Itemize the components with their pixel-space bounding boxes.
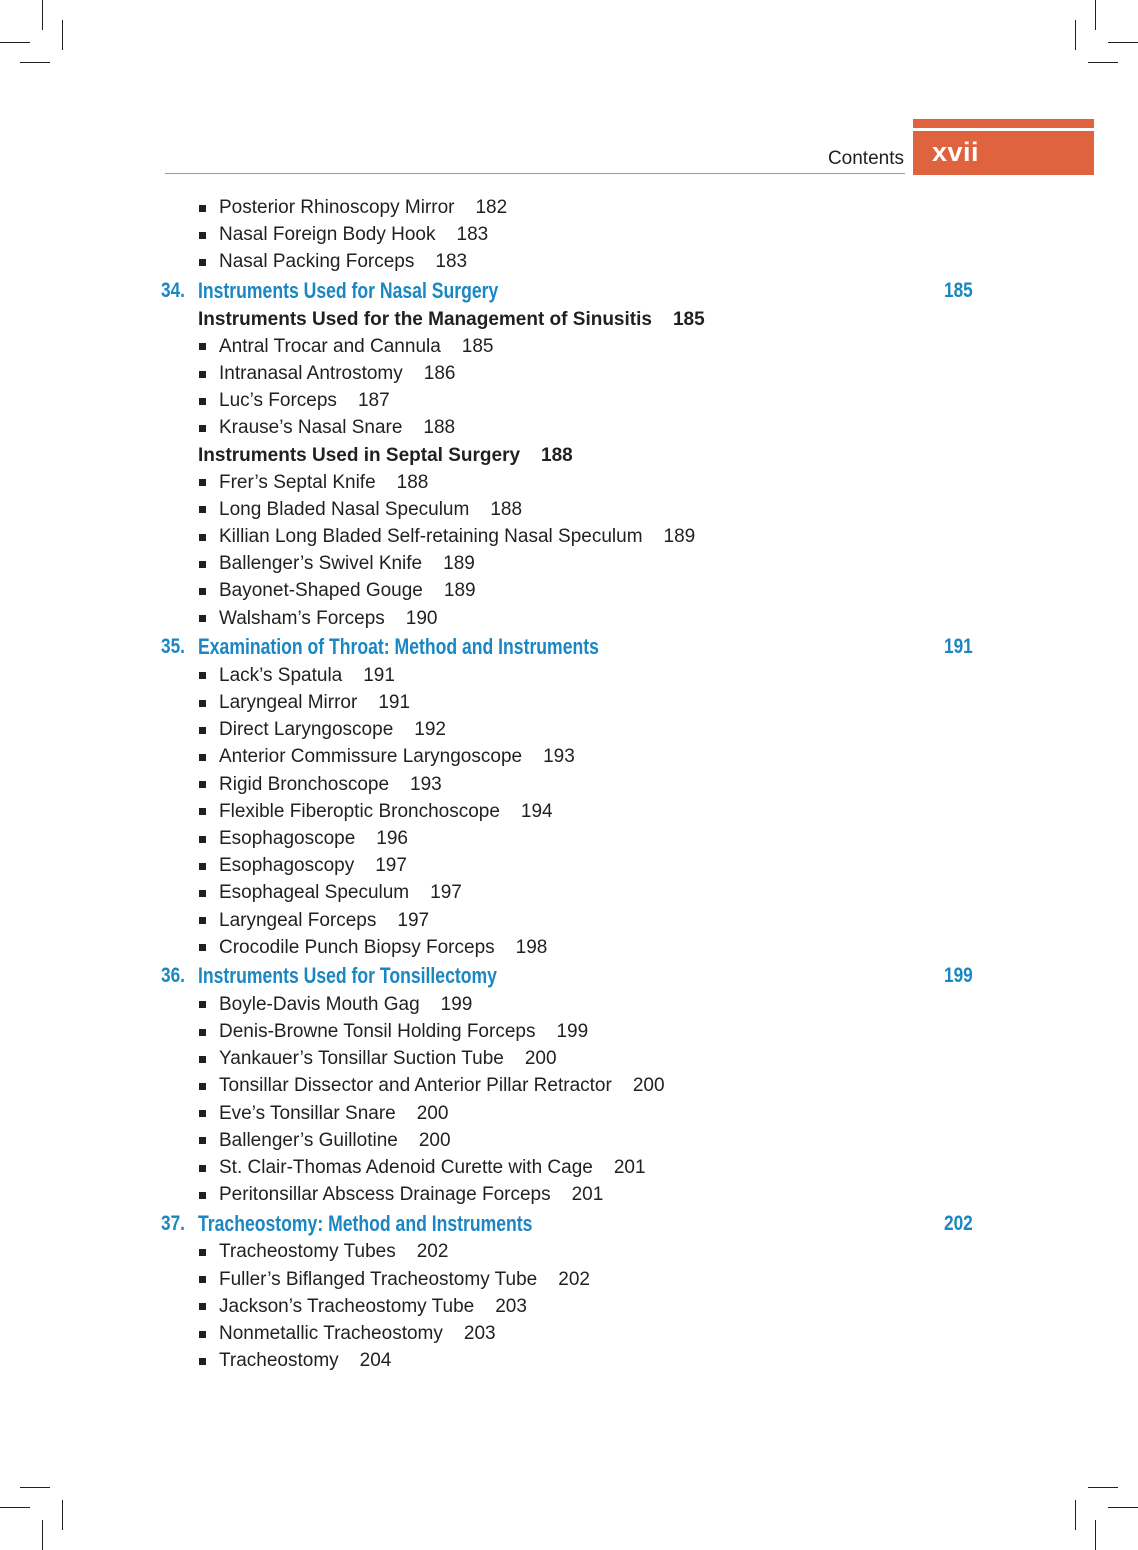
folio-band xyxy=(913,119,1094,175)
item-page: 183 xyxy=(456,224,489,246)
item-page: 183 xyxy=(435,251,468,273)
crop-mark xyxy=(20,1487,50,1488)
item-text xyxy=(219,360,455,387)
item-title: Killian Long Bladed Self-retaining Nasal Speculum xyxy=(219,526,643,548)
item-title: Direct Laryngoscope xyxy=(219,719,394,741)
list-item xyxy=(0,496,1138,523)
item-page: 200 xyxy=(418,1129,451,1151)
list-item xyxy=(0,221,1138,248)
item-text xyxy=(219,496,522,523)
list-item xyxy=(0,1045,1138,1072)
square-bullet-icon xyxy=(199,1303,206,1310)
chapter-number: 36. xyxy=(161,964,185,988)
item-title: Esophagoscope xyxy=(219,827,356,849)
item-title: Yankauer’s Tonsillar Suction Tube xyxy=(219,1048,504,1070)
item-page: 197 xyxy=(375,855,407,877)
square-bullet-icon xyxy=(199,259,206,266)
item-text xyxy=(219,907,429,934)
chapter-entry xyxy=(0,1209,1138,1239)
list-item xyxy=(0,577,1138,604)
item-title: Eve’s Tonsillar Snare xyxy=(219,1102,396,1124)
item-title: Peritonsillar Abscess Drainage Forceps xyxy=(219,1184,551,1206)
item-title: Esophageal Speculum xyxy=(219,882,410,904)
item-page: 190 xyxy=(405,607,438,629)
square-bullet-icon xyxy=(199,700,206,707)
item-title: Flexible Fiberoptic Bronchoscope xyxy=(219,800,500,822)
item-page: 193 xyxy=(410,773,442,795)
square-bullet-icon xyxy=(199,1358,206,1365)
section-entry xyxy=(0,306,1138,333)
list-item xyxy=(0,716,1138,743)
item-text xyxy=(219,798,553,825)
crop-mark xyxy=(1095,1520,1096,1550)
item-text xyxy=(219,387,390,414)
list-item xyxy=(0,1154,1138,1181)
chapter-entry xyxy=(0,632,1138,662)
item-title: Posterior Rhinoscopy Mirror xyxy=(219,197,455,218)
crop-mark xyxy=(1108,42,1138,43)
item-page: 200 xyxy=(524,1048,557,1070)
list-item xyxy=(0,1266,1138,1293)
item-text xyxy=(219,716,446,743)
list-item xyxy=(0,1018,1138,1045)
item-page: 203 xyxy=(463,1322,496,1344)
crop-mark xyxy=(1095,0,1096,30)
square-bullet-icon xyxy=(199,534,206,541)
item-page: 200 xyxy=(632,1075,665,1097)
item-page: 188 xyxy=(396,471,429,493)
crop-mark xyxy=(1088,1487,1118,1488)
chapter-page: 185 xyxy=(944,279,973,303)
item-page: 189 xyxy=(663,526,696,548)
item-page: 188 xyxy=(490,498,523,520)
item-page: 197 xyxy=(430,882,462,904)
square-bullet-icon xyxy=(199,1029,206,1036)
item-page: 198 xyxy=(515,936,548,958)
square-bullet-icon xyxy=(199,479,206,486)
section-entry xyxy=(0,442,1138,469)
square-bullet-icon xyxy=(199,944,206,951)
list-item xyxy=(0,469,1138,496)
item-page: 193 xyxy=(543,746,575,768)
item-text xyxy=(219,248,467,275)
square-bullet-icon xyxy=(199,205,206,212)
item-text xyxy=(219,194,507,221)
item-text xyxy=(219,771,442,798)
square-bullet-icon xyxy=(199,588,206,595)
chapter-page: 199 xyxy=(944,964,973,988)
item-page: 199 xyxy=(440,993,473,1015)
chapter-number: 35. xyxy=(161,635,185,659)
item-title: Frer’s Septal Knife xyxy=(219,471,376,493)
item-title: Tracheostomy xyxy=(219,1350,339,1372)
list-item xyxy=(0,825,1138,852)
square-bullet-icon xyxy=(199,917,206,924)
list-item xyxy=(0,550,1138,577)
item-title: Anterior Commissure Laryngoscope xyxy=(219,746,523,768)
square-bullet-icon xyxy=(199,506,206,513)
item-page: 189 xyxy=(443,553,475,575)
chapter-entry xyxy=(0,276,1138,306)
square-bullet-icon xyxy=(199,561,206,568)
item-title: Denis-Browne Tonsil Holding Forceps xyxy=(219,1021,536,1043)
list-item xyxy=(0,333,1138,360)
square-bullet-icon xyxy=(199,754,206,761)
square-bullet-icon xyxy=(199,1001,206,1008)
square-bullet-icon xyxy=(199,863,206,870)
item-text xyxy=(219,1072,665,1099)
item-text xyxy=(219,1154,646,1181)
item-title: Nonmetallic Tracheostomy xyxy=(219,1322,443,1344)
crop-mark xyxy=(62,1500,63,1530)
crop-mark xyxy=(0,1507,30,1508)
list-item xyxy=(0,523,1138,550)
item-page: 202 xyxy=(558,1268,590,1290)
crop-mark xyxy=(1075,20,1076,50)
section-text xyxy=(198,442,573,469)
crop-mark xyxy=(1088,62,1118,63)
item-title: Tonsillar Dissector and Anterior Pillar Retractor xyxy=(219,1075,612,1097)
item-page: 191 xyxy=(363,664,395,686)
item-text xyxy=(219,221,488,248)
list-item xyxy=(0,1072,1138,1099)
item-page: 204 xyxy=(359,1350,392,1372)
section-title: Instruments Used for the Management of Sinusitis xyxy=(198,308,652,330)
list-item xyxy=(0,360,1138,387)
item-text xyxy=(219,1045,557,1072)
item-text xyxy=(219,550,475,577)
item-title: Rigid Bronchoscope xyxy=(219,773,390,795)
item-page: 202 xyxy=(416,1241,449,1263)
square-bullet-icon xyxy=(199,781,206,788)
item-title: Laryngeal Forceps xyxy=(219,909,377,931)
square-bullet-icon xyxy=(199,1056,206,1063)
square-bullet-icon xyxy=(199,1276,206,1283)
square-bullet-icon xyxy=(199,1083,206,1090)
item-title: Laryngeal Mirror xyxy=(219,692,358,713)
list-item xyxy=(0,1238,1138,1265)
square-bullet-icon xyxy=(199,232,206,239)
item-page: 194 xyxy=(520,800,553,822)
square-bullet-icon xyxy=(199,343,206,350)
item-title: Esophagoscopy xyxy=(219,855,355,877)
section-page: 185 xyxy=(672,308,705,330)
crop-mark xyxy=(42,1520,43,1550)
item-title: Bayonet-Shaped Gouge xyxy=(219,580,423,602)
item-text xyxy=(219,743,575,770)
item-title: Nasal Foreign Body Hook xyxy=(219,224,436,246)
item-page: 186 xyxy=(423,362,456,384)
item-text xyxy=(219,934,547,961)
item-title: Walsham’s Forceps xyxy=(219,607,385,629)
item-title: Crocodile Punch Biopsy Forceps xyxy=(219,936,495,958)
list-item xyxy=(0,1181,1138,1208)
crop-mark xyxy=(1108,1507,1138,1508)
section-title: Instruments Used in Septal Surgery xyxy=(198,444,521,466)
item-text xyxy=(219,605,437,632)
contents-list xyxy=(0,194,1138,1374)
item-text xyxy=(219,1266,590,1293)
list-item xyxy=(0,743,1138,770)
chapter-title: Instruments Used for Nasal Surgery xyxy=(198,278,499,304)
list-item xyxy=(0,1293,1138,1320)
item-page: 185 xyxy=(461,335,494,357)
item-page: 199 xyxy=(556,1021,589,1043)
list-item xyxy=(0,414,1138,441)
crop-mark xyxy=(62,20,63,50)
list-item xyxy=(0,1320,1138,1347)
list-item xyxy=(0,771,1138,798)
item-title: Luc’s Forceps xyxy=(219,390,337,412)
list-item xyxy=(0,689,1138,716)
item-text xyxy=(219,689,410,716)
item-page: 188 xyxy=(423,417,456,439)
item-title: Intranasal Antrostomy xyxy=(219,362,403,384)
item-page: 201 xyxy=(571,1184,604,1206)
item-text xyxy=(219,414,455,441)
list-item xyxy=(0,1100,1138,1127)
square-bullet-icon xyxy=(199,672,206,679)
item-text xyxy=(219,1320,496,1347)
item-text xyxy=(219,991,472,1018)
list-item xyxy=(0,1127,1138,1154)
running-header-title: Contents xyxy=(827,148,904,169)
chapter-page: 202 xyxy=(944,1211,973,1235)
item-text xyxy=(219,1347,391,1374)
item-title: Ballenger’s Swivel Knife xyxy=(219,553,423,575)
item-title: Antral Trocar and Cannula xyxy=(219,335,441,357)
crop-mark xyxy=(0,42,30,43)
item-text xyxy=(219,1100,448,1127)
item-text xyxy=(219,852,407,879)
list-item xyxy=(0,387,1138,414)
square-bullet-icon xyxy=(199,615,206,622)
square-bullet-icon xyxy=(199,425,206,432)
square-bullet-icon xyxy=(199,836,206,843)
item-page: 189 xyxy=(443,580,476,602)
square-bullet-icon xyxy=(199,808,206,815)
item-text xyxy=(219,1181,603,1208)
square-bullet-icon xyxy=(199,1165,206,1172)
item-title: Ballenger’s Guillotine xyxy=(219,1129,398,1151)
chapter-page: 191 xyxy=(944,635,973,659)
square-bullet-icon xyxy=(199,1110,206,1117)
chapter-number: 37. xyxy=(161,1211,185,1235)
list-item xyxy=(0,991,1138,1018)
item-text xyxy=(219,333,494,360)
item-page: 192 xyxy=(414,719,446,741)
crop-mark xyxy=(1075,1500,1076,1530)
list-item xyxy=(0,194,1138,221)
item-page: 197 xyxy=(397,909,430,931)
list-item xyxy=(0,605,1138,632)
item-title: Nasal Packing Forceps xyxy=(219,251,415,273)
item-title: Long Bladed Nasal Speculum xyxy=(219,498,470,520)
square-bullet-icon xyxy=(199,398,206,405)
item-page: 201 xyxy=(613,1157,646,1178)
folio-block xyxy=(913,131,1094,175)
item-text xyxy=(219,1018,588,1045)
section-text xyxy=(198,306,705,333)
list-item xyxy=(0,1347,1138,1374)
item-title: St. Clair-Thomas Adenoid Curette with Cage xyxy=(219,1157,593,1178)
item-page: 200 xyxy=(416,1102,449,1124)
chapter-title: Examination of Throat: Method and Instruments xyxy=(198,634,599,660)
crop-mark xyxy=(20,62,50,63)
item-text xyxy=(219,1127,451,1154)
item-title: Krause’s Nasal Snare xyxy=(219,417,403,439)
list-item xyxy=(0,852,1138,879)
square-bullet-icon xyxy=(199,1192,206,1199)
section-page: 188 xyxy=(541,444,573,466)
item-text xyxy=(219,825,408,852)
header-rule xyxy=(165,173,905,174)
list-item xyxy=(0,662,1138,689)
list-item xyxy=(0,907,1138,934)
list-item xyxy=(0,248,1138,275)
square-bullet-icon xyxy=(199,1249,206,1256)
chapter-title: Tracheostomy: Method and Instruments xyxy=(198,1210,533,1236)
item-title: Jackson’s Tracheostomy Tube xyxy=(219,1295,475,1317)
list-item xyxy=(0,798,1138,825)
item-title: Boyle-Davis Mouth Gag xyxy=(219,993,420,1015)
item-text xyxy=(219,523,695,550)
item-title: Lack’s Spatula xyxy=(219,664,343,686)
square-bullet-icon xyxy=(199,1137,206,1144)
item-text xyxy=(219,469,428,496)
square-bullet-icon xyxy=(199,1331,206,1338)
item-text xyxy=(219,1238,448,1265)
square-bullet-icon xyxy=(199,727,206,734)
item-text xyxy=(219,662,395,689)
item-title: Fuller’s Biflanged Tracheostomy Tube xyxy=(219,1268,538,1290)
list-item xyxy=(0,879,1138,906)
chapter-entry xyxy=(0,961,1138,991)
square-bullet-icon xyxy=(199,371,206,378)
item-page: 191 xyxy=(378,692,411,713)
item-text xyxy=(219,577,476,604)
item-page: 196 xyxy=(376,827,408,849)
item-page: 203 xyxy=(495,1295,527,1317)
square-bullet-icon xyxy=(199,890,206,897)
item-text xyxy=(219,1293,527,1320)
item-page: 182 xyxy=(475,197,508,218)
list-item xyxy=(0,934,1138,961)
chapter-title: Instruments Used for Tonsillectomy xyxy=(198,963,497,989)
chapter-number: 34. xyxy=(161,279,185,303)
crop-mark xyxy=(42,0,43,30)
page-number: xvii xyxy=(932,137,980,167)
folio-stripe xyxy=(913,119,1094,128)
item-title: Tracheostomy Tubes xyxy=(219,1241,396,1263)
item-page: 187 xyxy=(357,390,390,412)
item-text xyxy=(219,879,462,906)
